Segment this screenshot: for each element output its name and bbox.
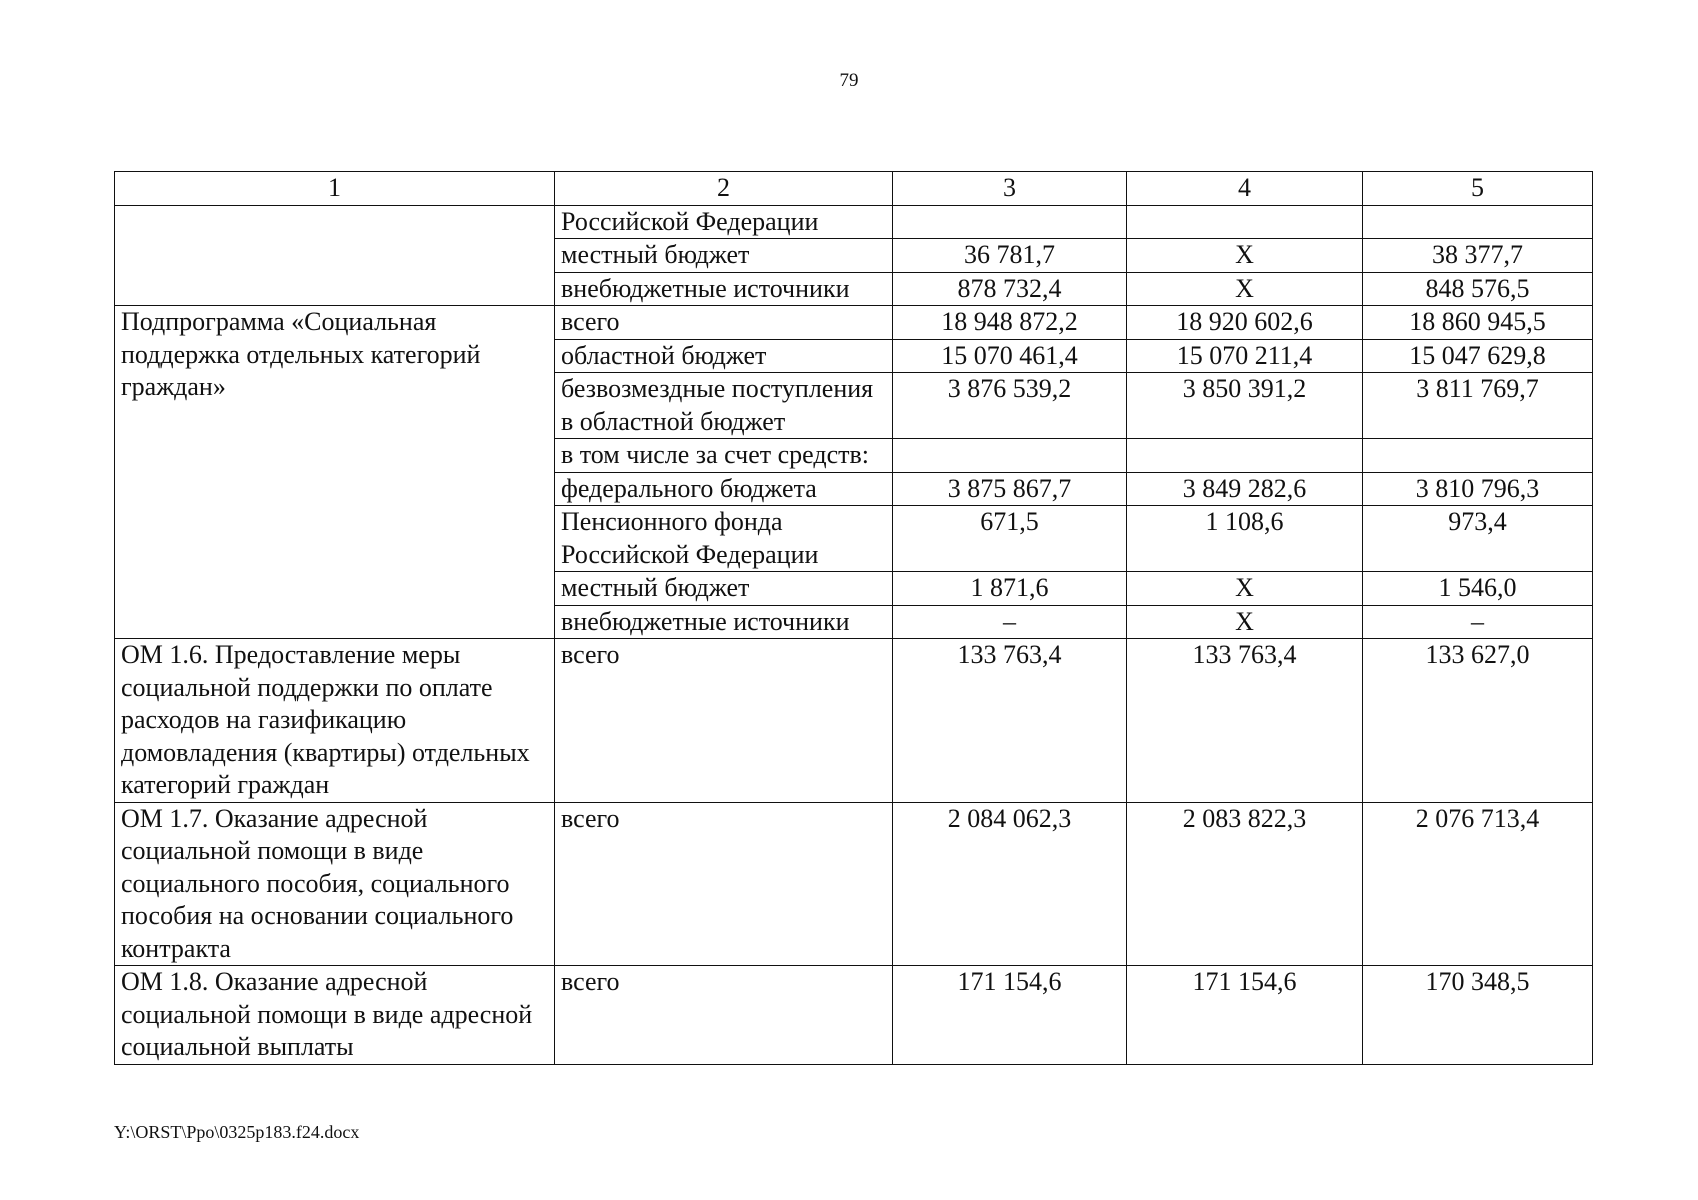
value-col3-cell [893, 439, 1127, 473]
value-col4-cell: 15 070 211,4 [1127, 339, 1363, 373]
value-col3-cell: 878 732,4 [893, 272, 1127, 306]
program-name-cell [115, 205, 555, 306]
table-row [115, 639, 1593, 803]
value-col4-cell: Х [1127, 572, 1363, 606]
value-col4-cell: 3 849 282,6 [1127, 472, 1363, 506]
value-col5-cell: 848 576,5 [1363, 272, 1593, 306]
funding-source-cell: всего [555, 966, 893, 1065]
value-col5-cell [1363, 205, 1593, 239]
funding-source-cell: всего [555, 639, 893, 803]
program-name-cell: ОМ 1.7. Оказание адресной социальной помощи в виде социального пособия, социального пособия на основании социального контракта [115, 802, 555, 966]
value-col3-cell: 3 875 867,7 [893, 472, 1127, 506]
value-col4-cell: Х [1127, 239, 1363, 273]
value-col5-cell: 3 811 769,7 [1363, 373, 1593, 439]
value-col5-cell: 170 348,5 [1363, 966, 1593, 1065]
value-col3-cell: 671,5 [893, 506, 1127, 572]
value-col5-cell: 133 627,0 [1363, 639, 1593, 803]
program-name-cell: ОМ 1.8. Оказание адресной социальной помощи в виде адресной социальной выплаты [115, 966, 555, 1065]
table-row [115, 966, 1593, 1065]
value-col3-cell: 18 948 872,2 [893, 306, 1127, 340]
value-col3-cell: 1 871,6 [893, 572, 1127, 606]
funding-source-cell: Российской Федерации [555, 205, 893, 239]
value-col5-cell: 973,4 [1363, 506, 1593, 572]
value-col3-cell: 133 763,4 [893, 639, 1127, 803]
program-name-cell: ОМ 1.6. Предоставление меры социальной поддержки по оплате расходов на газификацию домовладения (квартиры) отдельных категорий граждан [115, 639, 555, 803]
value-col5-cell: 1 546,0 [1363, 572, 1593, 606]
funding-source-cell: безвозмездные поступления в областной бюджет [555, 373, 893, 439]
value-col3-cell [893, 205, 1127, 239]
value-col3-cell: – [893, 605, 1127, 639]
table-row [115, 205, 1593, 239]
funding-source-cell: областной бюджет [555, 339, 893, 373]
value-col5-cell: 15 047 629,8 [1363, 339, 1593, 373]
value-col5-cell: 18 860 945,5 [1363, 306, 1593, 340]
value-col3-cell: 3 876 539,2 [893, 373, 1127, 439]
budget-table [114, 171, 1593, 1065]
value-col5-cell: 3 810 796,3 [1363, 472, 1593, 506]
column-header-5: 5 [1363, 172, 1593, 206]
column-header-3: 3 [893, 172, 1127, 206]
value-col4-cell: 2 083 822,3 [1127, 802, 1363, 966]
value-col4-cell: Х [1127, 272, 1363, 306]
table-header-row [115, 172, 1593, 206]
funding-source-cell: в том числе за счет средств: [555, 439, 893, 473]
funding-source-cell: местный бюджет [555, 572, 893, 606]
value-col4-cell: 133 763,4 [1127, 639, 1363, 803]
value-col5-cell [1363, 439, 1593, 473]
funding-source-cell: внебюджетные источники [555, 605, 893, 639]
funding-source-cell: внебюджетные источники [555, 272, 893, 306]
funding-source-cell: всего [555, 802, 893, 966]
funding-source-cell: Пенсионного фонда Российской Федерации [555, 506, 893, 572]
value-col4-cell: 18 920 602,6 [1127, 306, 1363, 340]
value-col4-cell: Х [1127, 605, 1363, 639]
value-col4-cell [1127, 439, 1363, 473]
value-col3-cell: 15 070 461,4 [893, 339, 1127, 373]
value-col4-cell: 3 850 391,2 [1127, 373, 1363, 439]
value-col5-cell: 38 377,7 [1363, 239, 1593, 273]
value-col4-cell: 1 108,6 [1127, 506, 1363, 572]
value-col3-cell: 2 084 062,3 [893, 802, 1127, 966]
value-col3-cell: 36 781,7 [893, 239, 1127, 273]
value-col4-cell: 171 154,6 [1127, 966, 1363, 1065]
funding-source-cell: федерального бюджета [555, 472, 893, 506]
footer-file-path: Y:\ORST\Ppo\0325p183.f24.docx [114, 1122, 360, 1142]
value-col3-cell: 171 154,6 [893, 966, 1127, 1065]
value-col4-cell [1127, 205, 1363, 239]
funding-source-cell: местный бюджет [555, 239, 893, 273]
column-header-1: 1 [115, 172, 555, 206]
page-number: 79 [839, 70, 859, 91]
column-header-4: 4 [1127, 172, 1363, 206]
funding-source-cell: всего [555, 306, 893, 340]
program-name-cell: Подпрограмма «Социальная поддержка отдельных категорий граждан» [115, 306, 555, 639]
value-col5-cell: – [1363, 605, 1593, 639]
value-col5-cell: 2 076 713,4 [1363, 802, 1593, 966]
table-row [115, 306, 1593, 340]
column-header-2: 2 [555, 172, 893, 206]
table-row [115, 802, 1593, 966]
